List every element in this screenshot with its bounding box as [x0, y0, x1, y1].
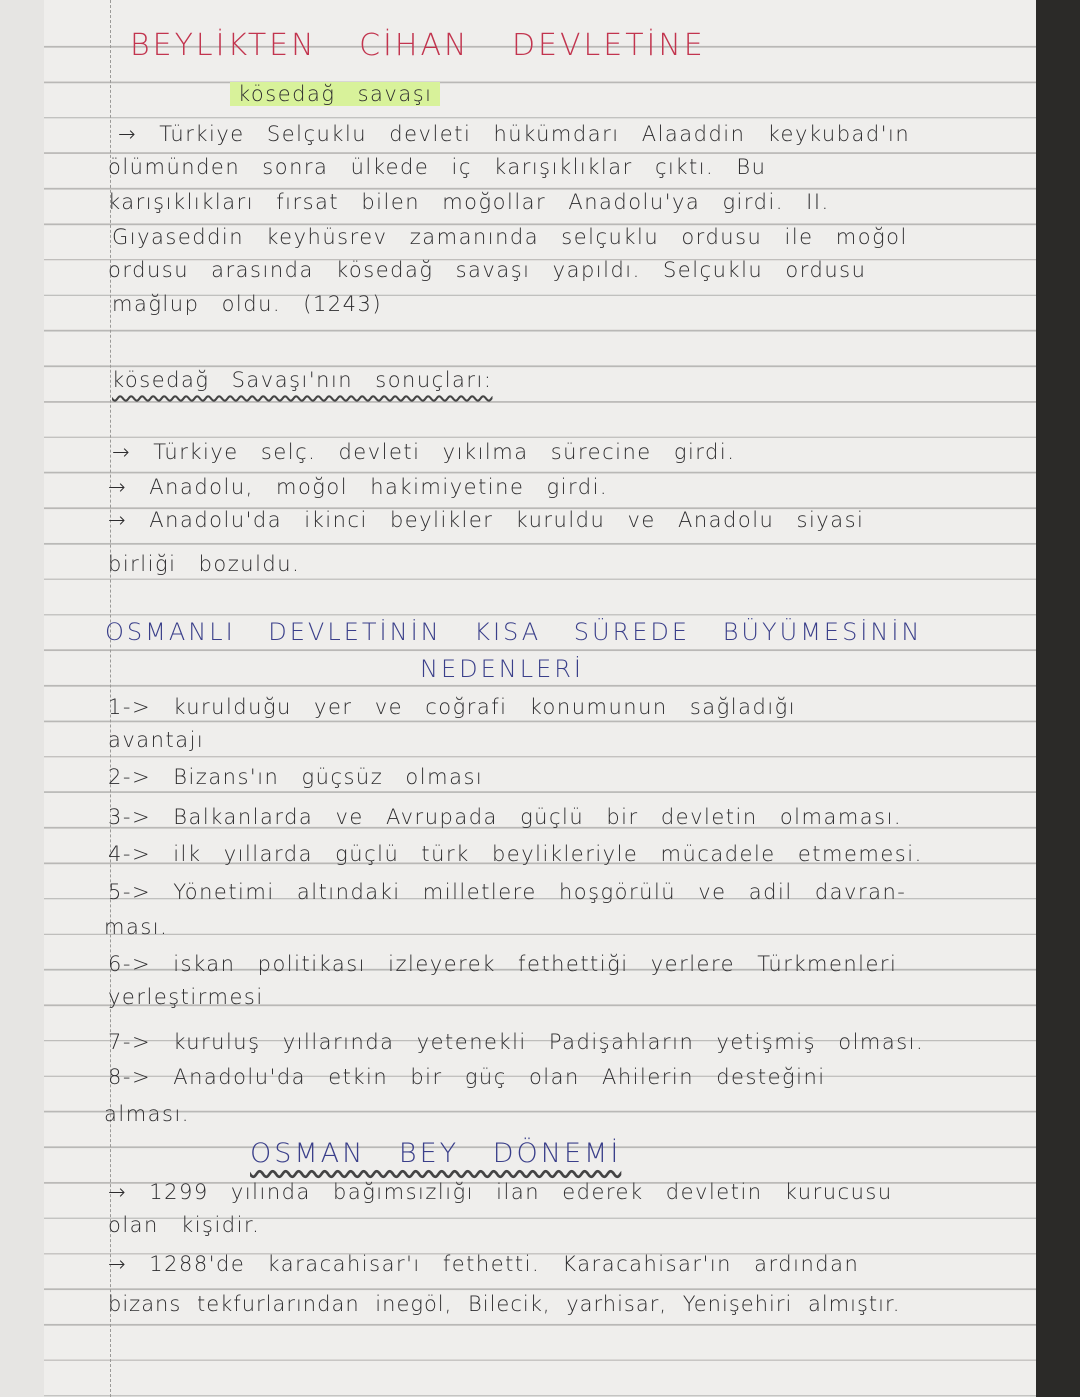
page-left-edge [0, 0, 44, 1397]
text-line: → 1299 yılında bağımsızlığı ilan ederek devletin kurucusu [108, 1180, 893, 1204]
text-line: 1-> kurulduğu yer ve coğrafi konumunun sağladığı [108, 695, 797, 719]
section2-heading: kösedağ Savaşı'nın sonuçları: [112, 368, 493, 392]
text-line: → Anadolu'da ikinci beylikler kuruldu ve Anadolu siyasi [108, 508, 865, 532]
text-line: ması. [104, 915, 169, 939]
text-line: 6-> iskan politikası izleyerek fethettiği yerlere Türkmenleri [108, 952, 898, 976]
section4-heading: OSMAN BEY DÖNEMİ [250, 1138, 622, 1169]
text-line: 3-> Balkanlarda ve Avrupada güçlü bir devletin olmaması. [108, 805, 903, 829]
text-line: 4-> ilk yıllarda güçlü türk beylikleriyle mücadele etmemesi. [108, 842, 923, 866]
text-line: Gıyaseddin keyhüsrev zamanında selçuklu ordusu ile moğol [112, 225, 908, 249]
text-line: karışıklıkları fırsat bilen moğollar Anadolu'ya girdi. II. [108, 190, 830, 214]
text-line: avantajı [108, 728, 205, 752]
text-line: 8-> Anadolu'da etkin bir güç olan Ahilerin desteğini [108, 1065, 826, 1089]
text-line: → Türkiye selç. devleti yıkılma sürecine girdi. [112, 440, 736, 464]
text-line: 7-> kuruluş yıllarında yetenekli Padişahların yetişmiş olması. [108, 1030, 925, 1054]
highlighted-heading: kösedağ savaşı [230, 82, 440, 106]
section1-heading [230, 82, 440, 106]
text-line: → Anadolu, moğol hakimiyetine girdi. [108, 475, 609, 499]
text-line: yerleştirmesi [108, 985, 264, 1009]
text-line: → 1288'de karacahisar'ı fethetti. Karacahisar'ın ardından [108, 1252, 860, 1276]
text-line: 5-> Yönetimi altındaki milletlere hoşgörülü ve adil davran- [108, 880, 907, 904]
text-line: birliği bozuldu. [108, 552, 301, 576]
text-line: olan kişidir. [108, 1213, 261, 1237]
section3-heading: OSMANLI DEVLETİNİN KISA SÜREDE BÜYÜMESİNİN [105, 618, 923, 646]
text-line: ölümünden sonra ülkede iç karışıklıklar çıktı. Bu [108, 155, 767, 179]
text-line: → Türkiye Selçuklu devleti hükümdarı Alaaddin keykubad'ın [118, 122, 911, 146]
text-line: 2-> Bizans'ın güçsüz olması [108, 765, 484, 789]
section3-heading-cont: NEDENLERİ [420, 655, 585, 683]
text-line: bizans tekfurlarından inegöl, Bilecik, yarhisar, Yenişehiri almıştır. [108, 1292, 901, 1316]
text-line: ordusu arasında kösedağ savaşı yapıldı. Selçuklu ordusu [108, 258, 867, 282]
text-line: mağlup oldu. (1243) [112, 292, 383, 316]
page-title: BEYLİKTEN CİHAN DEVLETİNE [130, 28, 706, 63]
text-line: alması. [104, 1102, 190, 1126]
